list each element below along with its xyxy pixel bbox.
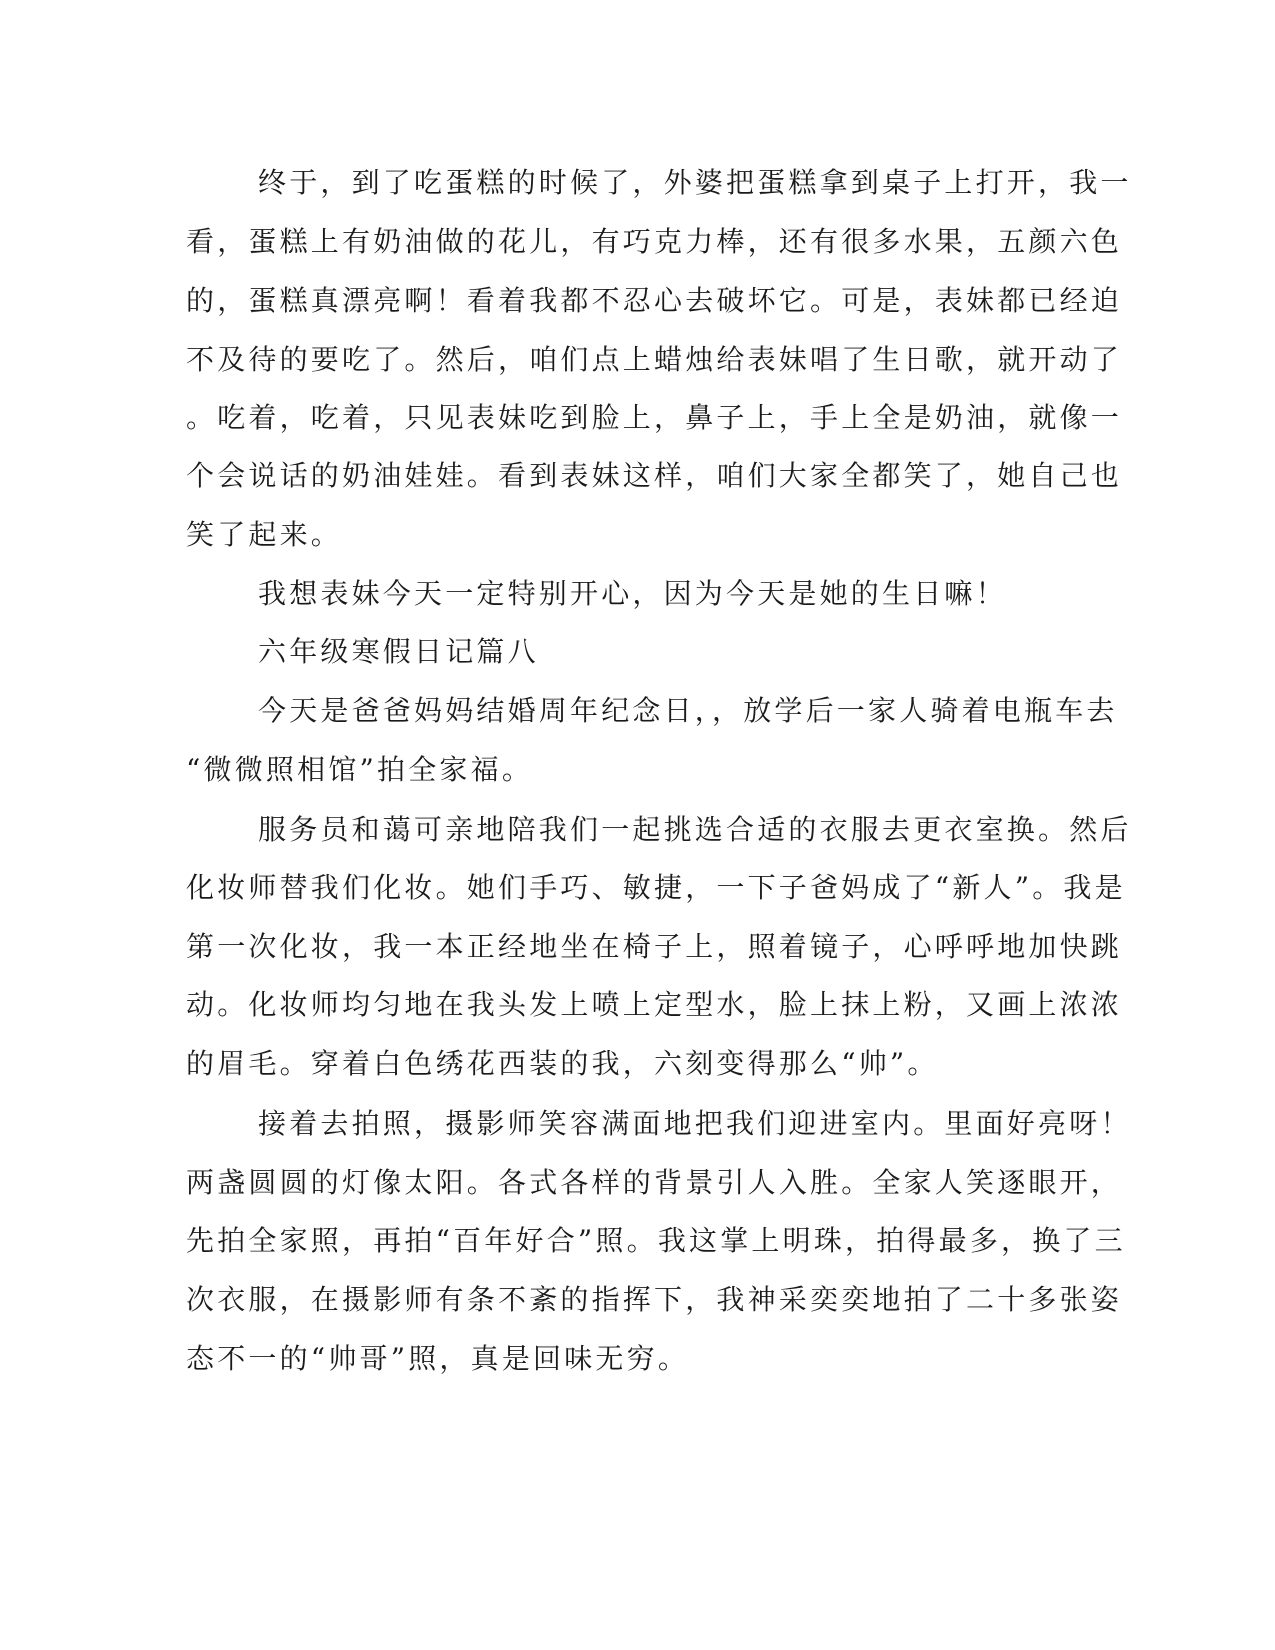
text-line: 两盏圆圆的灯像太阳。各式各样的背景引人入胜。全家人笑逐眼开，: [186, 1166, 1123, 1199]
text-line: 不及待的要吃了。然后，咱们点上蜡烛给表妹唱了生日歌，就开动了: [186, 343, 1123, 376]
section-heading: 六年级寒假日记篇八: [258, 635, 539, 668]
text-line: 看，蛋糕上有奶油做的花儿，有巧克力棒，还有很多水果，五颜六色: [186, 225, 1123, 258]
text-line: 我想表妹今天一定特别开心，因为今天是她的生日嘛！: [258, 577, 1007, 610]
text-line: 个会说话的奶油娃娃。看到表妹这样，咱们大家全都笑了，她自己也: [186, 459, 1123, 492]
text-line: 的眉毛。穿着白色绣花西装的我，六刻变得那么“帅”。: [186, 1047, 939, 1080]
text-line: 笑了起来。: [186, 518, 343, 551]
text-line: 的，蛋糕真漂亮啊！看着我都不忍心去破坏它。可是，表妹都已经迫: [186, 284, 1123, 317]
text-line: 终于，到了吃蛋糕的时候了，外婆把蛋糕拿到桌子上打开，我一: [258, 166, 1132, 199]
text-line: 接着去拍照，摄影师笑容满面地把我们迎进室内。里面好亮呀！: [258, 1107, 1132, 1140]
text-line: “微微照相馆”拍全家福。: [186, 753, 534, 786]
text-line: 第一次化妆，我一本正经地坐在椅子上，照着镜子，心呼呼地加快跳: [186, 930, 1123, 963]
text-line: 次衣服，在摄影师有条不紊的指挥下，我神采奕奕地拍了二十多张姿: [186, 1283, 1123, 1316]
text-line: 化妆师替我们化妆。她们手巧、敏捷，一下子爸妈成了“新人”。我是: [186, 871, 1126, 904]
text-line: 今天是爸爸妈妈结婚周年纪念日，，放学后一家人骑着电瓶车去: [258, 694, 1118, 727]
text-line: 动。化妆师均匀地在我头发上喷上定型水，脸上抹上粉，又画上浓浓: [186, 988, 1123, 1021]
text-line: 态不一的“帅哥”照，真是回味无穷。: [186, 1342, 690, 1375]
text-line: 服务员和蔼可亲地陪我们一起挑选合适的衣服去更衣室换。然后: [258, 813, 1132, 846]
text-line: 。吃着，吃着，只见表妹吃到脸上，鼻子上，手上全是奶油，就像一: [186, 401, 1123, 434]
text-line: 先拍全家照，再拍“百年好合”照。我这掌上明珠，拍得最多，换了三: [186, 1224, 1126, 1257]
